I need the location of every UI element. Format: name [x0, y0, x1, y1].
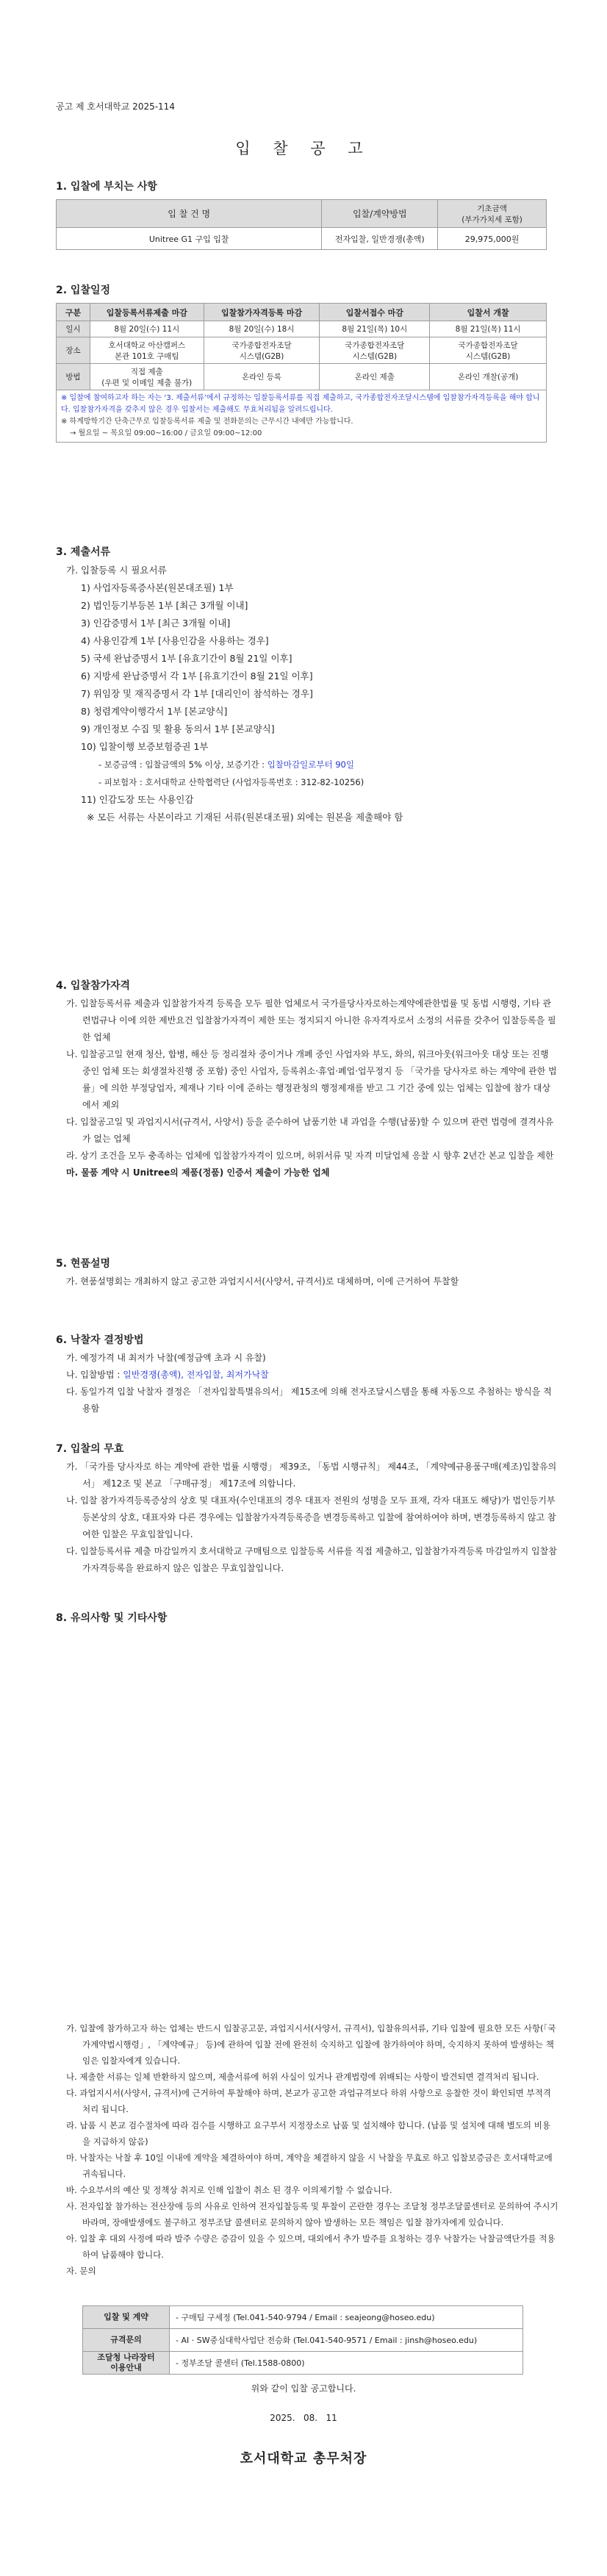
eligibility-item: 다. 입찰공고일 및 과업지시서(규격서, 사양서) 등을 준수하여 납품기한 내 과업을 수행(납품)할 수 있으며 관련 법령에 결격사유가 없는 업체 [66, 1117, 554, 1144]
award-item: 다. 동일가격 입찰 낙찰자 결정은 「전자입찰특별유의서」 제15조에 의해 전자조달시스템을 통해 자동으로 추첨하는 방식을 적용함 [66, 1387, 552, 1414]
schedule-row-label: 방법 [57, 364, 90, 390]
eligibility-item: 마. 물품 계약 시 Unitree의 제품(정품) 인증서 제출이 가능한 업체 [66, 1167, 330, 1178]
precaution-item: 다. 과업지시서(사양서, 규격서)에 근거하여 투찰해야 하며, 본교가 공고한 과업규격보다 하위 사항으로 응찰한 것이 확인되면 부적격 처리 됩니다. [66, 2088, 551, 2114]
eligibility-item: 라. 상기 조건을 모두 충족하는 업체에 입찰참가자격이 있으며, 허위서류 및 자격 미달업체 응찰 시 향후 2년간 본교 입찰을 제한 [66, 1151, 554, 1161]
precautions-text [66, 2020, 558, 2279]
schedule-table [56, 303, 547, 443]
signer: 호서대학교 총무처장 [240, 2451, 367, 2466]
schedule-cell: 온라인 개찰(공개) [430, 364, 547, 390]
document-item: 1) 사업자등록증사본(원본대조필) 1부 [81, 582, 234, 593]
notice-number: 공고 제 호서대학교 2025-114 [56, 101, 175, 112]
schedule-note: → 월요일 ~ 목요일 09:00~16:00 / 금요일 09:00~12:00 [70, 429, 262, 437]
precaution-item: 자. 문의 [66, 2266, 96, 2276]
section-5-heading: 5. 현품설명 [56, 1258, 111, 1270]
document-item: 2) 법인등기부등본 1부 [최근 3개월 이내] [81, 600, 248, 611]
precaution-item: 나. 제출한 서류는 일체 반환하지 않으며, 제출서류에 허위 사실이 있거나 관계법령에 위배되는 사항이 발견되면 결격처리 됩니다. [66, 2072, 539, 2082]
section-4-heading: 4. 입찰참가자격 [56, 980, 131, 992]
schedule-header-col: 입찰서 개찰 [430, 304, 547, 321]
schedule-cell: 온라인 제출 [320, 364, 430, 390]
schedule-cell: 8월 20일(수) 18시 [204, 321, 320, 337]
document-item: 9) 개인정보 수집 및 활용 동의서 1부 [본교양식] [81, 723, 275, 734]
contact-label: 조달청 나라장터 이용안내 [83, 2352, 170, 2375]
site-briefing-text [66, 1273, 558, 1290]
schedule-row-label: 일시 [57, 321, 90, 337]
schedule-cell: 8월 20일(수) 11시 [90, 321, 204, 337]
section-6-heading: 6. 낙찰자 결정방법 [56, 1334, 144, 1346]
schedule-cell: 국가종합전자조달 시스템(G2B) [320, 337, 430, 364]
schedule-note: ※ 입찰에 참여하고자 하는 자는 ‘3. 제출서류’에서 규정하는 입찰등록서류를 직접 제출하고, 국가종합전자조달시스템에 입찰참가자격등록을 해야 합니다. 입찰참가자격을 갖추지 않은 경우 입찰서는 제출해도 무효처리됨을 알려드립니다. [61, 394, 540, 414]
invalid-item: 다. 입찰등록서류 제출 마감일까지 호서대학교 구매팀으로 입찰등록 서류를 직접 제출하고, 입찰참가자격등록 마감일까지 입찰참가자격등록을 완료하지 않은 입찰은 무효입찰입니다. [66, 1546, 557, 1573]
guarantee-amount [66, 756, 566, 773]
section-1-heading: 1. 입찰에 부치는 사항 [56, 181, 157, 193]
contact-value: - 정부조달 콜센터 (Tel.1588-0800) [170, 2352, 523, 2375]
schedule-cell: 국가종합전자조달 시스템(G2B) [204, 337, 320, 364]
section-8-heading: 8. 유의사항 및 기타사항 [56, 1612, 168, 1624]
contact-label: 입찰 및 계약 [83, 2306, 170, 2329]
site-briefing-item: 가. 현품설명회는 개최하지 않고 공고한 과업지시서(사양서, 규격서)로 대체하며, 이에 근거하여 투찰할 [66, 1276, 459, 1287]
bid-item-name: Unitree G1 구입 입찰 [57, 228, 322, 250]
bid-method: 전자입찰, 일반경쟁(총액) [322, 228, 438, 250]
award-item [66, 1367, 558, 1384]
schedule-header-col: 입찰서접수 마감 [320, 304, 430, 321]
guarantee-insured: - 피보험자 : 호서대학교 산학협력단 (사업자등록번호 : 312-82-10256) [98, 777, 364, 787]
documents-note: ※ 모든 서류는 사본이라고 기재된 서류(원본대조필) 외에는 원본을 제출해야 함 [87, 812, 403, 823]
contact-label: 규격문의 [83, 2329, 170, 2352]
schedule-header-col: 입찰등록서류제출 마감 [90, 304, 204, 321]
document-item: 7) 위임장 및 재직증명서 각 1부 [대리인이 참석하는 경우] [81, 688, 313, 699]
schedule-cell: 호서대학교 아산캠퍼스 본관 101호 구매팀 [90, 337, 204, 364]
document-item: 11) 인감도장 또는 사용인감 [81, 794, 194, 805]
schedule-notes [57, 390, 547, 443]
award-method-value: 일반경쟁(총액), 전자입찰, 최저가낙찰 [123, 1370, 269, 1380]
precaution-item: 가. 입찰에 참가하고자 하는 업체는 반드시 입찰공고문, 과업지시서(사양서, 규격서), 입찰유의서류, 기타 입찰에 필요한 모든 사항(「국가계약법시행령」, 「계약예규」 등)에 관하여 입찰 전에 완전히 숙지하고 입찰에 참가하여야 하며, 숙지하지 못하여 발생하는 책임은 입찰자에게 있습니다. [66, 2023, 556, 2066]
precaution-item: 바. 수요부서의 예산 및 정책상 취지로 인해 입찰이 취소 된 경우 이의제기할 수 없습니다. [66, 2185, 392, 2195]
eligibility-text [66, 995, 558, 1181]
award-item: 가. 예정가격 내 최저가 낙찰(예정금액 초과 시 유찰) [66, 1353, 266, 1363]
schedule-cell: 직접 제출 (우편 및 이메일 제출 불가) [90, 364, 204, 390]
eligibility-item: 가. 입찰등록서류 제출과 입찰참가자격 등록을 모두 필한 업체로서 국가를당사자로하는계약에관한법률 및 동법 시행령, 기타 관련법규나 이에 의한 제반요건 입찰참가자격이 제한 또는 정지되지 아니한 유자격자로서 소정의 서류를 갖추어 입찰등록을 필한 업체 [66, 998, 556, 1042]
guarantee-amount-text: - 보증금액 : 입찰금액의 5% 이상, 보증기간 : [98, 759, 267, 770]
award-method-text [66, 1350, 558, 1417]
invalid-bid-text [66, 1459, 558, 1577]
contact-value: - 구매팀 구세정 (Tel.041-540-9794 / Email : seajeong@hoseo.edu) [170, 2306, 523, 2329]
bid-item-header: 입 찰 건 명 [57, 200, 322, 228]
invalid-item: 나. 입찰 참가자격등록증상의 상호 및 대표자(수인대표의 경우 대표자 전원의 성명을 모두 표재, 각자 대표도 해당)가 법인등기부등본상의 상호, 대표자와 다른 경우에는 입찰참가자격등록증을 변경등록하고 입찰에 참여하여야 하며, 변경등록하지 않고 참여한 입찰은 무효입찰입니다. [66, 1495, 556, 1539]
schedule-cell: 8월 21일(목) 11시 [430, 321, 547, 337]
precaution-item: 마. 낙찰자는 낙찰 후 10일 이내에 계약을 체결하여야 하며, 계약을 체결하지 않을 시 낙찰을 무효로 하고 입찰보증금은 호서대학교에 귀속됩니다. [66, 2153, 553, 2179]
schedule-cell: 온라인 등록 [204, 364, 320, 390]
schedule-cell: 국가종합전자조달 시스템(G2B) [430, 337, 547, 364]
eligibility-item: 나. 입찰공고일 현재 청산, 합병, 해산 등 정리절차 중이거나 개폐 중인 사업자와 부도, 화의, 워크아웃(워크아웃 대상 또는 진행 중인 업체 또는 회생절차진행 중 포함) 중인 사업자, 등록취소·휴업·폐업·업무정지 등 「국가를 당사자로 하는 계약에 관한 법률」에 의한 부정당업자, 제재나 기타 이에 준하는 행정관청의 행정제재를 받고 그 기간 중에 있는 업체는 입찰에 참가 대상에서 제외 [66, 1049, 557, 1110]
required-documents [66, 562, 566, 826]
schedule-header-col: 구분 [57, 304, 90, 321]
bid-item-table [56, 199, 547, 250]
precaution-item: 라. 납품 시 본교 검수절차에 따라 검수를 시행하고 요구부서 지정장소로 납품 및 설치해야 합니다. (납품 및 설치에 대해 별도의 비용을 지급하지 않음) [66, 2120, 550, 2147]
document-item: 3) 인감증명서 1부 [최근 3개월 이내] [81, 618, 231, 629]
document-item: 8) 청렴계약이행각서 1부 [본교양식] [81, 706, 228, 717]
section-7-heading: 7. 입찰의 무효 [56, 1443, 124, 1455]
section-3-heading: 3. 제출서류 [56, 546, 111, 558]
schedule-header-col: 입찰참가자격등록 마감 [204, 304, 320, 321]
invalid-item: 가. 「국가를 당사자로 하는 계약에 관한 법률 시행령」 제39조, 「동법 시행규칙」 제44조, 「계약예규용품구매(제조)입찰유의서」 제12조 및 본교 「구매규정」 제17조에 의합니다. [66, 1461, 557, 1489]
base-price-header: 기초금액 (부가가치세 포함) [438, 200, 547, 228]
document-title: 입 찰 공 고 [235, 140, 372, 157]
schedule-cell: 8월 21일(목) 10시 [320, 321, 430, 337]
document-item: 10) 입찰이행 보증보험증권 1부 [81, 741, 209, 752]
contact-value: - AI · SW중심대학사업단 전승화 (Tel.041-540-9571 / Email : jinsh@hoseo.edu) [170, 2329, 523, 2352]
schedule-note: ※ 하계방학기간 단축근무로 입찰등록서류 제출 및 전화문의는 근무시간 내에만 가능합니다. [61, 418, 353, 426]
precaution-item: 사. 전자입찰 참가하는 전산장애 등의 사유로 인하여 전자입찰등록 및 투찰이 곤란한 경우는 조달청 정부조달콜센터로 문의하여 주시기 바라며, 장애발생에도 불구하고 정부조달 콜센터로 문의하지 않아 발생하는 모든 책임은 입찰 참가자에게 있습니다. [66, 2201, 558, 2228]
closing-statement: 위와 같이 입찰 공고합니다. [251, 2383, 356, 2394]
precaution-item: 아. 입찰 후 대외 사정에 따라 발주 수량은 증감이 있을 수 있으며, 대외에서 추가 발주를 요청하는 경우 낙찰가는 낙찰금액단가를 적용하여 납품해야 합니다. [66, 2233, 556, 2260]
document-item: 6) 지방세 완납증명서 각 1부 [유효기간이 8월 21일 이후] [81, 670, 313, 681]
schedule-row-label: 장소 [57, 337, 90, 364]
base-price: 29,975,000원 [438, 228, 547, 250]
documents-subheading: 가. 입찰등록 시 필요서류 [66, 565, 167, 576]
contact-table [82, 2305, 523, 2375]
section-2-heading: 2. 입찰일정 [56, 285, 111, 296]
award-method-label: 나. 입찰방법 : [66, 1370, 123, 1380]
bid-method-header: 입찰/계약방법 [322, 200, 438, 228]
document-item: 4) 사용인감계 1부 [사용인감을 사용하는 경우] [81, 635, 269, 646]
guarantee-period: 입찰마감일로부터 90일 [267, 759, 354, 770]
document-item: 5) 국세 완납증명서 1부 [유효기간이 8월 21일 이후] [81, 653, 292, 664]
notice-date: 2025. 08. 11 [270, 2413, 337, 2423]
